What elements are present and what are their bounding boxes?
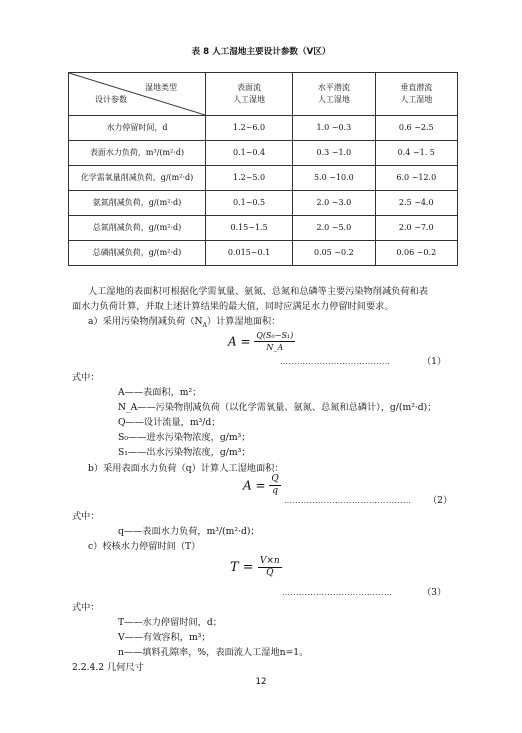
- row-label: 水力停留时间，d: [69, 116, 206, 141]
- table-cell: 0.1~0.5: [206, 191, 293, 216]
- eq1-leader-dots: …………………………………: [280, 357, 391, 366]
- row-label: 总磷削减负荷，g/(m²·d): [69, 241, 206, 266]
- table-row: [69, 141, 458, 166]
- table-cell: 2.0 ~5.0: [293, 216, 375, 241]
- table-cell: 0.3 ~1.0: [293, 141, 375, 166]
- table-cell: 5.0 ~10.0: [293, 166, 375, 191]
- table-cell: 2.0 ~3.0: [293, 191, 375, 216]
- table-row: [69, 191, 458, 216]
- definition-A: A——表面积，m²；: [118, 387, 202, 398]
- eq2-leader-dots: ………………………………………: [284, 496, 412, 505]
- definition-NA: N_A——污染物削减负荷（以化学需氧量、氨氮、总氮和总磷计），g/(m²·d)；: [118, 402, 437, 413]
- eq2-number: （2）: [428, 495, 453, 506]
- eq2-denominator: q: [272, 486, 278, 496]
- table-cell: 2.5 ~4.0: [375, 191, 457, 216]
- definition-n: n——填料孔隙率，%，表面流人工湿地n=1。: [118, 647, 309, 658]
- eq3-leader-dots: …………………………………: [282, 588, 393, 597]
- eq3-numerator: V×n: [259, 556, 280, 566]
- table-cell: 0.15~1.5: [206, 216, 293, 241]
- row-label: 化学需氧量削减负荷，g/(m²·d): [69, 166, 206, 191]
- table-row: [69, 166, 458, 191]
- step-c-heading: c）校核水力停留时间（T）: [88, 541, 201, 552]
- eq1-denominator: N_A: [266, 343, 284, 352]
- equation-1: A = $\frac{\text{Q(S₀−S₁)}}{N\_A}$: [228, 331, 294, 352]
- table-row: [69, 116, 458, 141]
- intro-paragraph-line-2: 面水力负荷计算，并取上述计算结果的最大值，同时应满足水力停留时间要求。: [72, 301, 394, 312]
- table-caption: 表 8 人工湿地主要设计参数（Ⅴ区）: [191, 47, 331, 57]
- intro-paragraph-line-1: 人工湿地的表面积可根据化学需氧量、氨氮、总氮和总磷等主要污染物削减负荷和表: [88, 286, 428, 297]
- table-cell: 0.05 ~0.2: [293, 241, 375, 266]
- step-b-heading: b）采用表面水力负荷（q）计算人工湿地面积：: [88, 463, 284, 474]
- eq3-denominator: Q: [266, 568, 274, 578]
- table-cell: 1.2~6.0: [206, 116, 293, 141]
- design-parameter-table: [68, 72, 458, 266]
- table-cell: 0.015~0.1: [206, 241, 293, 266]
- definition-S1: S₁——出水污染物浓度，g/m³；: [118, 447, 251, 458]
- header-design-parameter: 设计参数: [95, 95, 127, 104]
- row-label: 表面水力负荷，m³/(m²·d): [69, 141, 206, 166]
- table-cell: 1.2~5.0: [206, 166, 293, 191]
- definition-T: T——水力停留时间，d；: [118, 617, 222, 628]
- page-number: 12: [255, 677, 267, 687]
- header-wetland-type: 湿地类型: [145, 83, 177, 92]
- eq3-number: （3）: [422, 587, 447, 598]
- eq2-numerator: Q: [271, 474, 279, 484]
- table-row: [69, 241, 458, 266]
- table-cell: 0.4 ~1. 5: [375, 141, 457, 166]
- diagonal-header-cell: [69, 73, 206, 116]
- definition-V: V——有效容积，m³；: [118, 632, 211, 643]
- section-heading: 2.2.4.2 几何尺寸: [72, 662, 144, 673]
- col-head-vertical-subsurface: 垂直潜流 人工湿地: [375, 73, 457, 116]
- table-cell: 0.06 ~0.2: [375, 241, 457, 266]
- col-head-horizontal-subsurface: 水平潜流 人工湿地: [293, 73, 375, 116]
- where-label-2: 式中：: [72, 511, 100, 522]
- step-a-heading: a）采用污染物削减负荷$(N_A)$计算湿地面积：: [88, 316, 281, 329]
- table-header-row: [69, 73, 458, 116]
- table-cell: 1.0 ~0.3: [293, 116, 375, 141]
- definition-q: q——表面水力负荷，m³/(m²·d)；: [118, 526, 260, 537]
- row-label: 总氮削减负荷，g/(m²·d): [69, 216, 206, 241]
- equation-3: T = $\frac{V\times n}{Q}$: [230, 556, 280, 578]
- row-label: 氨氮削减负荷，g/(m²·d): [69, 191, 206, 216]
- definition-S0: S₀——进水污染物浓度，g/m³；: [118, 432, 251, 443]
- diagonal-line: [69, 73, 205, 115]
- table-cell: 0.1~0.4: [206, 141, 293, 166]
- table-cell: 0.6 ~2.5: [375, 116, 457, 141]
- eq1-number: （1）: [422, 356, 447, 367]
- where-label-3: 式中：: [72, 602, 100, 613]
- definition-Q: Q——设计流量，m³/d；: [118, 417, 221, 428]
- eq1-numerator: Q(S₀−S₁): [256, 331, 294, 340]
- where-label-1: 式中：: [72, 372, 100, 383]
- table-cell: 6.0 ~12.0: [375, 166, 457, 191]
- table-cell: 2.0 ~7.0: [375, 216, 457, 241]
- table-row: [69, 216, 458, 241]
- col-head-surface-flow: 表面流 人工湿地: [206, 73, 293, 116]
- equation-2: A = $\frac{Q}{q}$: [243, 474, 279, 496]
